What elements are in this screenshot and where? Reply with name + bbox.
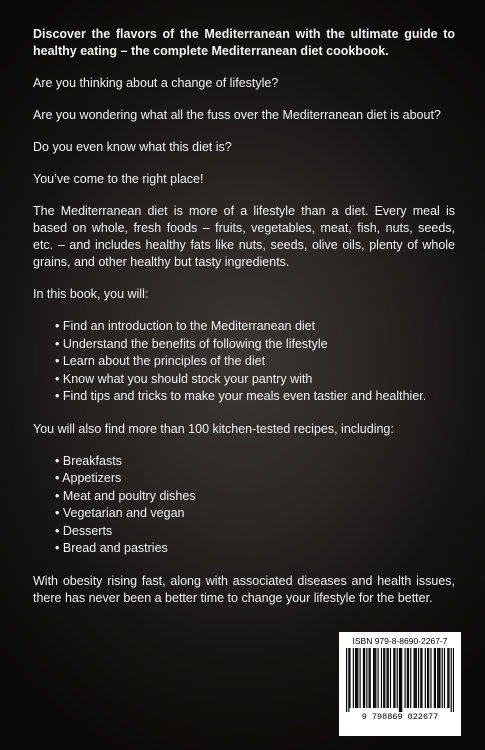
barcode-bar (415, 648, 416, 708)
barcode-bar (381, 648, 382, 708)
recipe-categories-list (33, 453, 455, 558)
barcode-bar (451, 648, 452, 712)
barcode-bar (370, 648, 371, 708)
barcode-bar (425, 648, 426, 708)
list-item: • Learn about the principles of the diet (55, 353, 455, 371)
barcode-bar (434, 648, 435, 708)
list-item: • Find an introduction to the Mediterranean diet (55, 318, 455, 336)
barcode-bar (375, 648, 376, 708)
barcode-bar (394, 648, 395, 708)
barcode-bar (414, 648, 415, 708)
barcode-bar (346, 648, 347, 712)
closing-paragraph: With obesity rising fast, along with associated diseases and health issues, there has never been a better time to change your lifestyle for the better. (33, 573, 455, 605)
barcode-bar (438, 648, 439, 708)
book-list-intro: In this book, you will: (33, 287, 149, 301)
barcode-bar (442, 648, 443, 708)
barcode-bar (430, 648, 431, 708)
recipes-intro: You will also find more than 100 kitchen-tested recipes, including: (33, 421, 394, 436)
diet-description: The Mediterranean diet is more of a lifestyle than a diet. Every meal is based on whole, fresh foods – fruits, vegetables, meat, fish, nuts, seeds, etc. – and includes healthy fats like nuts, seeds, olive oils, plenty of whole grains, and other healthy but tasty ingredients. (33, 204, 455, 269)
barcode-digits: 9 798869 022677 (361, 712, 439, 722)
right-place-line: You’ve come to the right place! (33, 172, 204, 186)
isbn-number: ISBN 979-8-8690-2267-7 (352, 636, 448, 646)
barcode-bar (399, 648, 400, 712)
question-fuss: Are you wondering what all the fuss over the Mediterranean diet is about? (33, 108, 441, 122)
barcode-bar (407, 648, 408, 708)
barcode-bar (427, 648, 428, 708)
list-item: • Vegetarian and vegan (55, 505, 455, 523)
list-item: • Bread and pastries (55, 540, 455, 558)
list-item: • Meat and poultry dishes (55, 488, 455, 506)
barcode-bar (388, 648, 389, 708)
list-item: • Know what you should stock your pantry with (55, 371, 455, 389)
barcode-bar (357, 648, 358, 708)
barcode-bar (428, 648, 429, 708)
barcode-bar (378, 648, 379, 708)
barcode-bar (397, 648, 398, 708)
barcode-bar (405, 648, 406, 708)
barcode-bar (349, 648, 350, 708)
barcode-bar (421, 648, 422, 708)
barcode-bars (346, 648, 454, 712)
barcode-bar (355, 648, 356, 708)
barcode-bar (387, 648, 388, 708)
barcode-bar (437, 648, 438, 708)
barcode-bar (353, 648, 354, 708)
intro-headline: Discover the flavors of the Mediterranean with the ultimate guide to healthy eating – the complete Mediterranean diet cookbook. (33, 27, 455, 58)
barcode-bar (366, 648, 367, 708)
barcode-bar (420, 648, 421, 708)
barcode-bar (374, 648, 375, 708)
list-item: • Breakfasts (55, 453, 455, 471)
barcode-bar (384, 648, 385, 708)
barcode-bar (439, 648, 440, 708)
list-item: • Appetizers (55, 470, 455, 488)
barcode-bar (348, 648, 349, 712)
barcode-bar (360, 648, 361, 708)
barcode-bar (435, 648, 436, 708)
barcode-bar (453, 648, 454, 712)
barcode-bar (364, 648, 365, 708)
barcode-bar (444, 648, 445, 708)
list-item: • Find tips and tricks to make your meals even tastier and healthier. (55, 388, 455, 406)
back-cover-text (33, 26, 455, 622)
barcode-bar (447, 648, 448, 708)
list-item: • Understand the benefits of following the lifestyle (55, 336, 455, 354)
barcode-bar (400, 648, 401, 712)
barcode-bar (418, 648, 419, 708)
barcode-bar (416, 648, 417, 708)
barcode-bar (390, 648, 391, 708)
question-know-diet: Do you even know what this diet is? (33, 140, 232, 154)
question-lifestyle: Are you thinking about a change of lifestyle? (33, 76, 279, 90)
barcode-bar (373, 648, 374, 708)
barcode-bar (448, 648, 449, 708)
barcode-bar (393, 648, 394, 708)
list-item: • Desserts (55, 523, 455, 541)
barcode-bar (383, 648, 384, 708)
barcode-bar (408, 648, 409, 708)
barcode-bar (401, 648, 402, 712)
isbn-barcode (339, 632, 461, 736)
barcode-bar (363, 648, 364, 708)
barcode-bar (410, 648, 411, 708)
barcode-bar (356, 648, 357, 708)
barcode-bar (369, 648, 370, 708)
book-benefits-list (33, 318, 455, 406)
